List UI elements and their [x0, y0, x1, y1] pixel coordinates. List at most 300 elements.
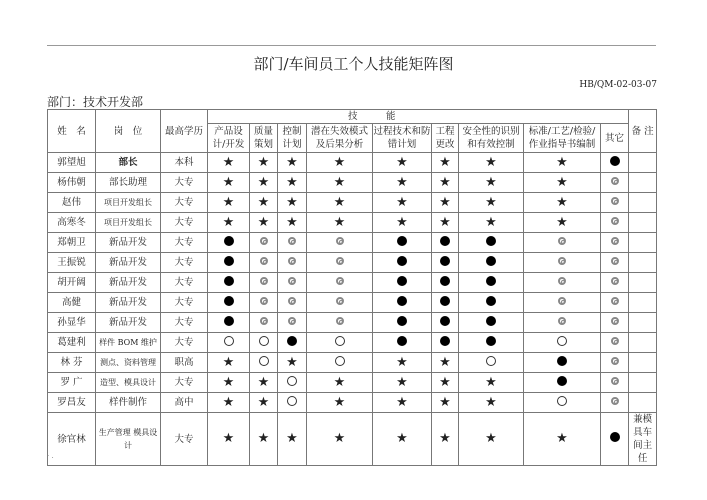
cell-skill: [208, 193, 250, 213]
star-icon: ★: [396, 154, 408, 170]
cell-remarks: [629, 233, 657, 253]
star-icon: ★: [333, 174, 346, 190]
table-row: [48, 293, 657, 313]
cell-name: 罗昌友: [48, 393, 96, 413]
double-circle-icon: [336, 297, 344, 305]
cell-skill: [373, 333, 432, 353]
cell-education: 高中: [161, 393, 208, 413]
header-other: 其它: [601, 124, 629, 153]
cell-skill: [250, 253, 278, 273]
star-icon: ★: [286, 194, 298, 210]
cell-name: 高寒冬: [48, 213, 96, 233]
star-icon: ★: [333, 154, 346, 170]
cell-education: 大专: [161, 333, 208, 353]
star-icon: ★: [396, 214, 408, 230]
star-icon: ★: [222, 194, 235, 210]
double-circle-icon: [288, 257, 296, 265]
star-icon: ★: [439, 431, 451, 446]
cell-skill: [250, 193, 278, 213]
star-icon: ★: [485, 194, 497, 210]
cell-skill: [208, 273, 250, 293]
filled-circle-icon: [224, 256, 234, 266]
table-row: [48, 413, 657, 466]
cell-position: 新品开发: [96, 273, 161, 293]
cell-skill: [373, 353, 432, 373]
header-remarks: 备 注: [629, 110, 657, 153]
star-icon: ★: [333, 214, 346, 230]
cell-skill: [459, 353, 524, 373]
cell-skill: [524, 333, 601, 353]
cell-skill: [250, 233, 278, 253]
cell-skill: [278, 193, 307, 213]
header-skills-group: 技 能: [208, 110, 629, 124]
cell-skill: [278, 333, 307, 353]
double-circle-icon: [336, 257, 344, 265]
document-title: 部门/车间员工个人技能矩阵图: [253, 55, 454, 73]
star-icon: ★: [485, 214, 497, 230]
cell-position: 样件 BOM 维护: [96, 333, 161, 353]
cell-skill: [208, 353, 250, 373]
cell-remarks: [629, 173, 657, 193]
filled-circle-icon: [557, 356, 567, 366]
cell-skill: [524, 313, 601, 333]
star-icon: ★: [222, 394, 235, 410]
cell-skill: [459, 153, 524, 173]
cell-skill: [432, 233, 459, 253]
cell-name: 林 芬: [48, 353, 96, 373]
cell-skill: [459, 173, 524, 193]
table-row: [48, 233, 657, 253]
cell-skill: [208, 153, 250, 173]
star-icon: ★: [439, 154, 451, 170]
cell-remarks: [629, 153, 657, 173]
filled-circle-icon: [486, 316, 496, 326]
table-row: [48, 273, 657, 293]
star-icon: ★: [222, 374, 235, 390]
star-icon: ★: [257, 174, 270, 190]
star-icon: ★: [396, 174, 408, 190]
filled-circle-icon: [610, 156, 620, 166]
double-circle-icon: [611, 197, 619, 205]
star-icon: ★: [396, 354, 408, 370]
department-label: 部门：技术开发部: [47, 95, 144, 109]
double-circle-icon: [611, 277, 619, 285]
cell-position: 生产管理 模具设计: [96, 413, 161, 466]
cell-skill: [432, 373, 459, 393]
star-icon: ★: [222, 214, 235, 230]
cell-skill: [459, 193, 524, 213]
cell-position: 新品开发: [96, 293, 161, 313]
cell-skill: [524, 233, 601, 253]
filled-circle-icon: [397, 236, 407, 246]
cell-skill: [432, 213, 459, 233]
cell-remarks: [629, 333, 657, 353]
cell-skill: [373, 153, 432, 173]
cell-skill: [208, 213, 250, 233]
table-row: [48, 353, 657, 373]
cell-other: [601, 333, 629, 353]
double-circle-icon: [260, 297, 268, 305]
double-circle-icon: [336, 317, 344, 325]
cell-education: 大专: [161, 193, 208, 213]
cell-skill: [524, 173, 601, 193]
cell-skill: [208, 293, 250, 313]
cell-education: 大专: [161, 213, 208, 233]
cell-skill: [524, 273, 601, 293]
star-icon: ★: [439, 194, 451, 210]
cell-skill: [250, 153, 278, 173]
header-skill: 控制计划: [278, 124, 307, 153]
filled-circle-icon: [224, 276, 234, 286]
cell-skill: [250, 293, 278, 313]
cell-skill: [459, 253, 524, 273]
cell-skill: [524, 413, 601, 466]
header-rule: [47, 45, 656, 46]
cell-education: 大专: [161, 413, 208, 466]
star-icon: ★: [485, 174, 497, 190]
cell-skill: [278, 213, 307, 233]
double-circle-icon: [260, 237, 268, 245]
double-circle-icon: [611, 337, 619, 345]
cell-remarks: [629, 293, 657, 313]
star-icon: ★: [286, 154, 298, 170]
filled-circle-icon: [397, 256, 407, 266]
star-icon: ★: [333, 374, 346, 390]
filled-circle-icon: [440, 256, 450, 266]
cell-skill: [307, 273, 373, 293]
cell-skill: [208, 373, 250, 393]
star-icon: ★: [396, 431, 408, 446]
double-circle-icon: [288, 297, 296, 305]
cell-name: 郑朝卫: [48, 233, 96, 253]
cell-other: [601, 153, 629, 173]
cell-skill: [307, 153, 373, 173]
cell-skill: [278, 293, 307, 313]
cell-skill: [307, 293, 373, 313]
double-circle-icon: [558, 237, 566, 245]
cell-skill: [432, 153, 459, 173]
star-icon: ★: [257, 374, 270, 390]
cell-other: [601, 413, 629, 466]
open-circle-icon: [335, 356, 345, 366]
cell-skill: [432, 253, 459, 273]
filled-circle-icon: [224, 296, 234, 306]
star-icon: ★: [222, 431, 235, 446]
double-circle-icon: [260, 277, 268, 285]
double-circle-icon: [260, 257, 268, 265]
cell-skill: [250, 353, 278, 373]
cell-remarks: [629, 193, 657, 213]
cell-remarks: [629, 213, 657, 233]
star-icon: ★: [222, 354, 235, 370]
double-circle-icon: [611, 237, 619, 245]
double-circle-icon: [260, 317, 268, 325]
star-icon: ★: [485, 374, 497, 390]
cell-skill: [278, 373, 307, 393]
star-icon: ★: [333, 431, 346, 446]
header-skill: 过程技术和防错计划: [373, 124, 432, 153]
filled-circle-icon: [440, 236, 450, 246]
cell-skill: [208, 413, 250, 466]
filled-circle-icon: [287, 336, 297, 346]
cell-skill: [208, 233, 250, 253]
page-mark: · .: [47, 452, 54, 460]
cell-skill: [373, 193, 432, 213]
cell-name: 胡开阔: [48, 273, 96, 293]
star-icon: ★: [333, 194, 346, 210]
cell-other: [601, 293, 629, 313]
cell-other: [601, 173, 629, 193]
cell-skill: [432, 313, 459, 333]
star-icon: ★: [257, 431, 270, 446]
filled-circle-icon: [440, 316, 450, 326]
cell-skill: [307, 373, 373, 393]
cell-skill: [373, 413, 432, 466]
star-icon: ★: [439, 354, 451, 370]
double-circle-icon: [611, 357, 619, 365]
cell-skill: [278, 273, 307, 293]
cell-skill: [250, 173, 278, 193]
table-row: [48, 193, 657, 213]
cell-name: 葛建利: [48, 333, 96, 353]
cell-education: 大专: [161, 293, 208, 313]
cell-position: 部长: [96, 153, 161, 173]
header-skill: 质量策划: [250, 124, 278, 153]
cell-skill: [373, 373, 432, 393]
header-name: 姓 名: [48, 110, 96, 153]
star-icon: ★: [485, 394, 497, 410]
cell-skill: [250, 333, 278, 353]
table-row: [48, 333, 657, 353]
double-circle-icon: [611, 297, 619, 305]
cell-skill: [459, 273, 524, 293]
header-skill: 产品设计/开发: [208, 124, 250, 153]
cell-name: 徐官林: [48, 413, 96, 466]
cell-skill: [307, 413, 373, 466]
cell-education: 职高: [161, 353, 208, 373]
star-icon: ★: [439, 174, 451, 190]
double-circle-icon: [611, 177, 619, 185]
open-circle-icon: [224, 336, 234, 346]
cell-education: 大专: [161, 253, 208, 273]
cell-education: 大专: [161, 173, 208, 193]
cell-skill: [307, 233, 373, 253]
cell-education: 大专: [161, 313, 208, 333]
cell-skill: [432, 353, 459, 373]
cell-skill: [432, 393, 459, 413]
star-icon: ★: [333, 394, 346, 410]
open-circle-icon: [287, 396, 297, 406]
filled-circle-icon: [397, 336, 407, 346]
filled-circle-icon: [610, 432, 620, 442]
cell-skill: [459, 313, 524, 333]
document-code: HB/QM-02-03-07: [579, 80, 657, 90]
header-position: 岗 位: [96, 110, 161, 153]
star-icon: ★: [396, 374, 408, 390]
double-circle-icon: [611, 257, 619, 265]
table-row: [48, 153, 657, 173]
cell-skill: [278, 313, 307, 333]
cell-skill: [432, 193, 459, 213]
table-row: [48, 393, 657, 413]
cell-skill: [278, 233, 307, 253]
cell-skill: [373, 173, 432, 193]
filled-circle-icon: [486, 236, 496, 246]
filled-circle-icon: [440, 276, 450, 286]
double-circle-icon: [611, 397, 619, 405]
star-icon: ★: [439, 374, 451, 390]
cell-skill: [250, 213, 278, 233]
cell-skill: [250, 313, 278, 333]
star-icon: ★: [286, 174, 298, 190]
double-circle-icon: [336, 277, 344, 285]
cell-skill: [524, 253, 601, 273]
cell-skill: [278, 393, 307, 413]
star-icon: ★: [439, 214, 451, 230]
cell-other: [601, 313, 629, 333]
open-circle-icon: [287, 376, 297, 386]
filled-circle-icon: [224, 316, 234, 326]
double-circle-icon: [611, 377, 619, 385]
filled-circle-icon: [486, 256, 496, 266]
open-circle-icon: [557, 336, 567, 346]
cell-skill: [373, 313, 432, 333]
cell-skill: [250, 273, 278, 293]
double-circle-icon: [558, 297, 566, 305]
cell-education: 大专: [161, 273, 208, 293]
cell-other: [601, 273, 629, 293]
cell-skill: [524, 193, 601, 213]
star-icon: ★: [556, 154, 568, 170]
star-icon: ★: [556, 214, 568, 230]
open-circle-icon: [557, 396, 567, 406]
cell-skill: [278, 413, 307, 466]
cell-skill: [524, 153, 601, 173]
double-circle-icon: [288, 317, 296, 325]
cell-position: 项目开发组长: [96, 213, 161, 233]
table-row: [48, 373, 657, 393]
cell-skill: [250, 393, 278, 413]
cell-position: 测点、资料管理: [96, 353, 161, 373]
cell-skill: [307, 253, 373, 273]
cell-position: 项目开发组长: [96, 193, 161, 213]
cell-remarks: [629, 353, 657, 373]
double-circle-icon: [288, 237, 296, 245]
cell-education: 大专: [161, 233, 208, 253]
cell-skill: [307, 193, 373, 213]
cell-position: 新品开发: [96, 313, 161, 333]
star-icon: ★: [222, 154, 235, 170]
cell-position: 样件制作: [96, 393, 161, 413]
table-row: [48, 173, 657, 193]
star-icon: ★: [485, 431, 497, 446]
cell-other: [601, 393, 629, 413]
double-circle-icon: [288, 277, 296, 285]
double-circle-icon: [558, 257, 566, 265]
star-icon: ★: [556, 174, 568, 190]
cell-name: 罗 广: [48, 373, 96, 393]
filled-circle-icon: [440, 296, 450, 306]
header-skill: 潜在失效模式及后果分析: [307, 124, 373, 153]
cell-name: 杨伟朝: [48, 173, 96, 193]
cell-skill: [208, 173, 250, 193]
cell-skill: [307, 313, 373, 333]
star-icon: ★: [257, 394, 270, 410]
cell-name: 高健: [48, 293, 96, 313]
star-icon: ★: [396, 194, 408, 210]
cell-skill: [459, 293, 524, 313]
cell-skill: [208, 253, 250, 273]
header-education: 最高学历: [161, 110, 208, 153]
cell-skill: [208, 333, 250, 353]
header-skill: 标准/工艺/检验/作业指导书编制: [524, 124, 601, 153]
star-icon: ★: [257, 194, 270, 210]
cell-skill: [432, 333, 459, 353]
cell-skill: [373, 393, 432, 413]
header-skill: 工程更改: [432, 124, 459, 153]
filled-circle-icon: [397, 276, 407, 286]
cell-skill: [278, 153, 307, 173]
cell-name: 郭望旭: [48, 153, 96, 173]
cell-skill: [208, 393, 250, 413]
cell-skill: [307, 333, 373, 353]
header-skill: 安全性的识别和有效控制: [459, 124, 524, 153]
cell-remarks: [629, 373, 657, 393]
cell-name: 孙显华: [48, 313, 96, 333]
star-icon: ★: [556, 431, 568, 446]
cell-skill: [459, 333, 524, 353]
open-circle-icon: [259, 336, 269, 346]
filled-circle-icon: [486, 276, 496, 286]
cell-education: 大专: [161, 373, 208, 393]
cell-skill: [373, 233, 432, 253]
filled-circle-icon: [397, 316, 407, 326]
cell-name: 赵伟: [48, 193, 96, 213]
cell-position: 新品开发: [96, 233, 161, 253]
double-circle-icon: [611, 317, 619, 325]
cell-skill: [524, 213, 601, 233]
cell-skill: [307, 173, 373, 193]
open-circle-icon: [486, 356, 496, 366]
cell-skill: [459, 213, 524, 233]
filled-circle-icon: [224, 236, 234, 246]
star-icon: ★: [286, 354, 298, 370]
cell-skill: [208, 313, 250, 333]
filled-circle-icon: [397, 296, 407, 306]
filled-circle-icon: [557, 376, 567, 386]
cell-education: 本科: [161, 153, 208, 173]
cell-remarks: [629, 253, 657, 273]
cell-skill: [278, 353, 307, 373]
double-circle-icon: [558, 277, 566, 285]
table-row: [48, 253, 657, 273]
cell-other: [601, 253, 629, 273]
star-icon: ★: [286, 431, 298, 446]
open-circle-icon: [259, 356, 269, 366]
cell-other: [601, 213, 629, 233]
cell-skill: [432, 173, 459, 193]
cell-other: [601, 373, 629, 393]
cell-skill: [459, 393, 524, 413]
star-icon: ★: [485, 154, 497, 170]
filled-circle-icon: [486, 336, 496, 346]
cell-skill: [307, 213, 373, 233]
star-icon: ★: [257, 214, 270, 230]
cell-skill: [524, 393, 601, 413]
cell-skill: [459, 373, 524, 393]
star-icon: ★: [396, 394, 408, 410]
cell-skill: [432, 293, 459, 313]
